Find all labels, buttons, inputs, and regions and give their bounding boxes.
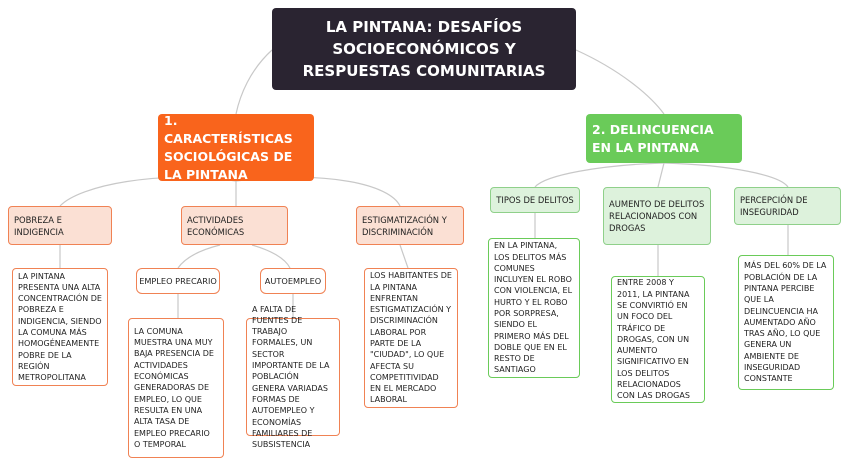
text-estigma: LOS HABITANTES DE LA PINTANA ENFRENTAN ESTIGMATIZACIÓN Y DISCRIMINACIÓN LABORAL POR PARTE DE LA "CIUDAD", LO QUE AFECTA SU COMPETITIVIDAD EN EL MERCADO LABORAL [364,268,458,408]
topic-percepcion[interactable]: PERCEPCIÓN DE INSEGURIDAD [734,187,841,225]
topic-pobreza[interactable]: POBREZA E INDIGENCIA [8,206,112,245]
branch-sociological[interactable]: 1. CARACTERÍSTICAS SOCIOLÓGICAS DE LA PINTANA [158,114,314,181]
topic-aumento[interactable]: AUMENTO DE DELITOS RELACIONADOS CON DROGAS [603,187,711,245]
topic-tipos[interactable]: TIPOS DE DELITOS [490,187,580,213]
text-aumento: ENTRE 2008 Y 2011, LA PINTANA SE CONVIRTIÓ EN UN FOCO DEL TRÁFICO DE DROGAS, CON UN AUMENTO SIGNIFICATIVO EN LOS DELITOS RELACIONADOS CON LAS DROGAS [611,276,705,403]
topic-autoempleo[interactable]: AUTOEMPLEO [260,268,326,294]
topic-estigma[interactable]: ESTIGMATIZACIÓN Y DISCRIMINACIÓN [356,206,464,245]
text-pobreza: LA PINTANA PRESENTA UNA ALTA CONCENTRACIÓN DE POBREZA E INDIGENCIA, SIENDO LA COMUNA MÁS HOMOGÉNEAMENTE POBRE DE LA REGIÓN METROPOLITANA [12,268,108,386]
text-empleo-precario: LA COMUNA MUESTRA UNA MUY BAJA PRESENCIA DE ACTIVIDADES ECONÓMICAS GENERADORAS DE EMPLEO, LO QUE RESULTA EN UNA ALTA TASA DE EMPLEO PRECARIO O TEMPORAL [128,318,224,458]
topic-actividades[interactable]: ACTIVIDADES ECONÓMICAS [181,206,288,245]
root-title[interactable]: LA PINTANA: DESAFÍOS SOCIOECONÓMICOS Y RESPUESTAS COMUNITARIAS [272,8,576,90]
text-tipos: EN LA PINTANA, LOS DELITOS MÁS COMUNES INCLUYEN EL ROBO CON VIOLENCIA, EL HURTO Y EL ROBO POR SORPRESA, SIENDO EL PRIMERO MÁS DEL DOBLE QUE EN EL RESTO DE SANTIAGO [488,238,580,378]
topic-empleo-precario[interactable]: EMPLEO PRECARIO [136,268,220,294]
branch-crime[interactable]: 2. DELINCUENCIA EN LA PINTANA [586,114,742,163]
text-autoempleo: A FALTA DE FUENTES DE TRABAJO FORMALES, UN SECTOR IMPORTANTE DE LA POBLACIÓN GENERA VARIADAS FORMAS DE AUTOEMPLEO Y ECONOMÍAS FAMILIARES DE SUBSISTENCIA [246,318,340,436]
text-percepcion: MÁS DEL 60% DE LA POBLACIÓN DE LA PINTANA PERCIBE QUE LA DELINCUENCIA HA AUMENTADO AÑO TRAS AÑO, LO QUE GENERA UN AMBIENTE DE INSEGURIDAD CONSTANTE [738,255,834,390]
